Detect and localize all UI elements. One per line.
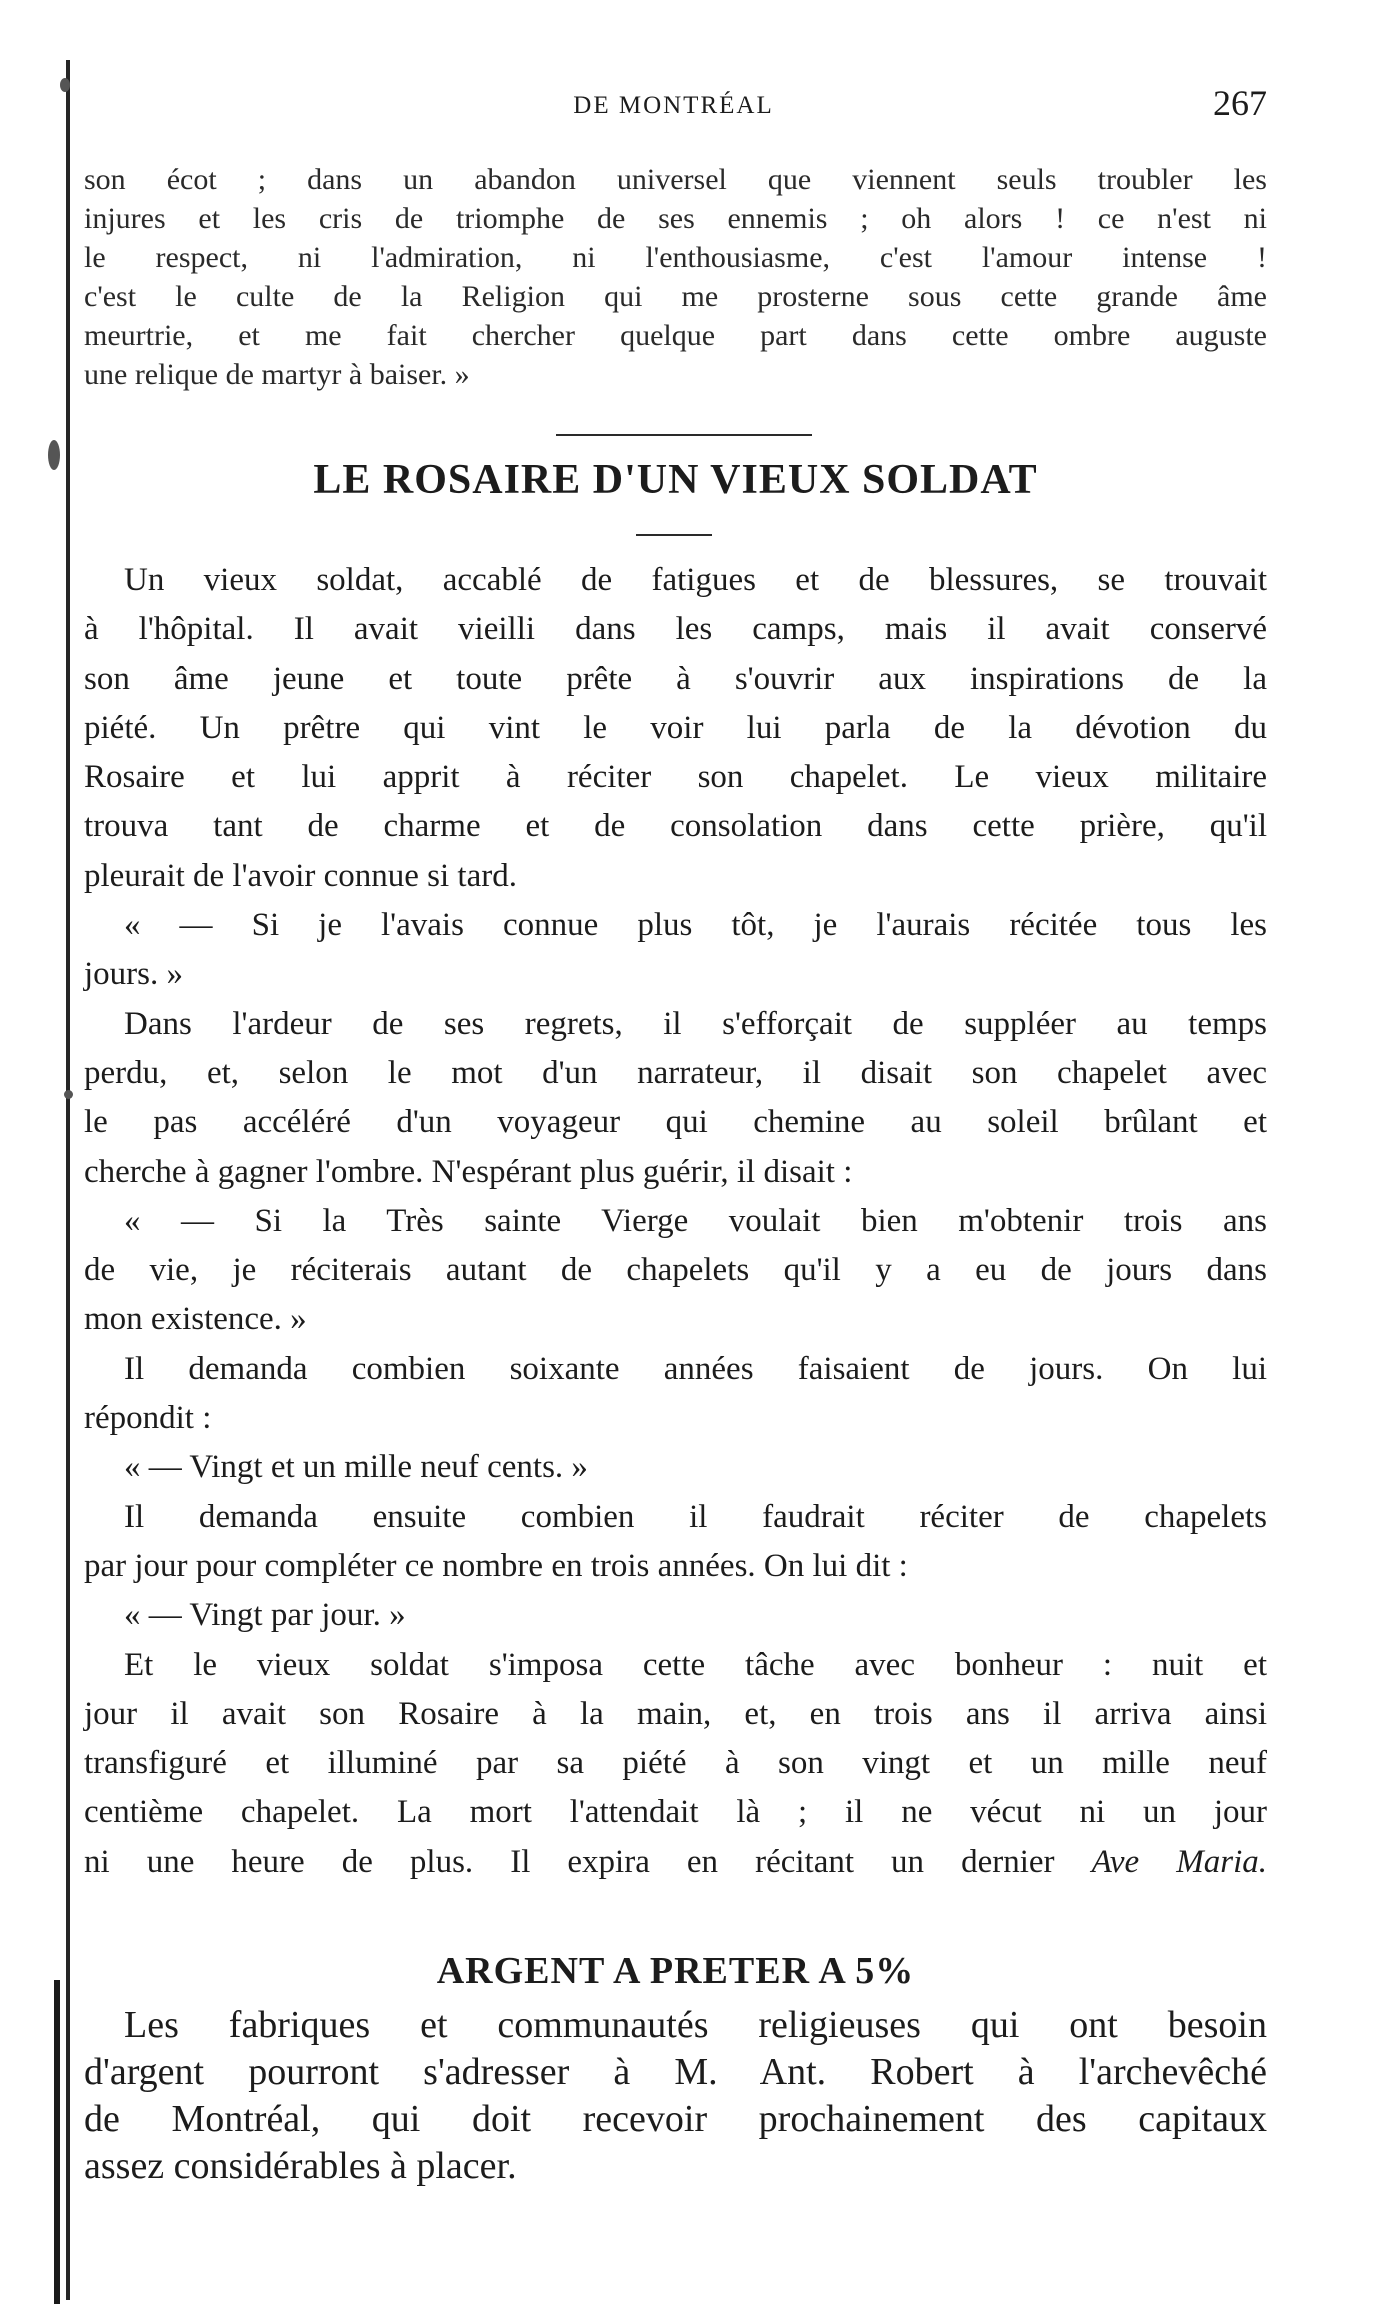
text-line: son âme jeune et toute prête à s'ouvrir aux inspirations de la: [84, 660, 1267, 697]
text-line: Les fabriques et communautés religieuses qui ont besoin: [124, 2004, 1267, 2046]
text-line: injures et les cris de triomphe de ses ennemis ; oh alors ! ce n'est ni: [84, 202, 1267, 235]
ink-speck: [48, 440, 60, 470]
text-line: Il demanda combien soixante années faisaient de jours. On lui: [124, 1350, 1267, 1387]
text-line: Rosaire et lui apprit à réciter son chapelet. Le vieux militaire: [84, 759, 1267, 796]
text-line: pleurait de l'avoir connue si tard.: [84, 857, 517, 894]
text-line: une relique de martyr à baiser. »: [84, 358, 470, 391]
text-line: perdu, et, selon le mot d'un narrateur, il disait son chapelet avec: [84, 1054, 1267, 1091]
article-body: [84, 556, 1267, 1887]
text-line: cherche à gagner l'ombre. N'espérant plus guérir, il disait :: [84, 1153, 853, 1190]
ink-speck: [64, 1090, 73, 1099]
text-line: centième chapelet. La mort l'attendait là ; il ne vécut ni un jour: [84, 1794, 1267, 1831]
section-divider: [556, 434, 812, 436]
text-line: le pas accéléré d'un voyageur qui chemine au soleil brûlant et: [84, 1104, 1267, 1141]
article-title: LE ROSAIRE D'UN VIEUX SOLDAT: [313, 457, 1038, 503]
page-header: [80, 82, 1267, 132]
text-line: jour il avait son Rosaire à la main, et, en trois ans il arriva ainsi: [84, 1695, 1267, 1732]
text-line: [84, 1838, 1267, 1887]
text-line: « — Vingt par jour. »: [124, 1597, 406, 1634]
text-line: transfiguré et illuminé par sa piété à son vingt et un mille neuf: [84, 1745, 1267, 1782]
text-line-main: ni une heure de plus. Il expira en récitant un dernier: [84, 1843, 1055, 1880]
binding-edge: [66, 60, 70, 2300]
text-line: le respect, ni l'admiration, ni l'enthousiasme, c'est l'amour intense !: [84, 241, 1267, 274]
notice-body: [84, 2002, 1267, 2190]
text-line: « — Vingt et un mille neuf cents. »: [124, 1449, 588, 1486]
intro-paragraph: [84, 160, 1267, 394]
text-line: son écot ; dans un abandon universel que viennent seuls troubler les: [84, 163, 1267, 196]
text-line: de Montréal, qui doit recevoir prochainement des capitaux: [84, 2098, 1267, 2140]
text-line: piété. Un prêtre qui vint le voir lui parla de la dévotion du: [84, 709, 1267, 746]
title-underline: [636, 534, 712, 536]
text-line: de vie, je réciterais autant de chapelets qu'il y a eu de jours dans: [84, 1252, 1267, 1289]
text-line: à l'hôpital. Il avait vieilli dans les camps, mais il avait conservé: [84, 611, 1267, 648]
ink-speck: [60, 78, 70, 92]
text-line: Un vieux soldat, accablé de fatigues et de blessures, se trouvait: [124, 562, 1267, 598]
text-line: répondit :: [84, 1400, 212, 1437]
text-line: d'argent pourront s'adresser à M. Ant. Robert à l'archevêché: [84, 2051, 1267, 2093]
text-line: trouva tant de charme et de consolation dans cette prière, qu'il: [84, 808, 1267, 845]
text-line: meurtrie, et me fait chercher quelque part dans cette ombre auguste: [84, 319, 1267, 352]
text-line: c'est le culte de la Religion qui me prosterne sous cette grande âme: [84, 280, 1267, 313]
text-line: mon existence. »: [84, 1301, 307, 1338]
text-line: assez considérables à placer.: [84, 2145, 517, 2187]
text-line: Il demanda ensuite combien il faudrait réciter de chapelets: [124, 1498, 1267, 1535]
running-head: DE MONTRÉAL: [573, 92, 774, 119]
ave-maria-italic: Ave Maria.: [1091, 1843, 1267, 1880]
text-line: par jour pour compléter ce nombre en trois années. On lui dit :: [84, 1547, 908, 1584]
text-line: Dans l'ardeur de ses regrets, il s'efforçait de suppléer au temps: [124, 1005, 1267, 1042]
binding-edge-dark: [54, 1980, 60, 2304]
text-line: « — Si je l'avais connue plus tôt, je l'aurais récitée tous les: [124, 907, 1267, 944]
text-line: « — Si la Très sainte Vierge voulait bien m'obtenir trois ans: [124, 1202, 1267, 1239]
page-number: 267: [1213, 83, 1267, 123]
text-line: Et le vieux soldat s'imposa cette tâche avec bonheur : nuit et: [124, 1646, 1267, 1683]
notice-title: ARGENT A PRETER A 5%: [436, 1950, 915, 1992]
text-line: jours. »: [84, 956, 183, 993]
